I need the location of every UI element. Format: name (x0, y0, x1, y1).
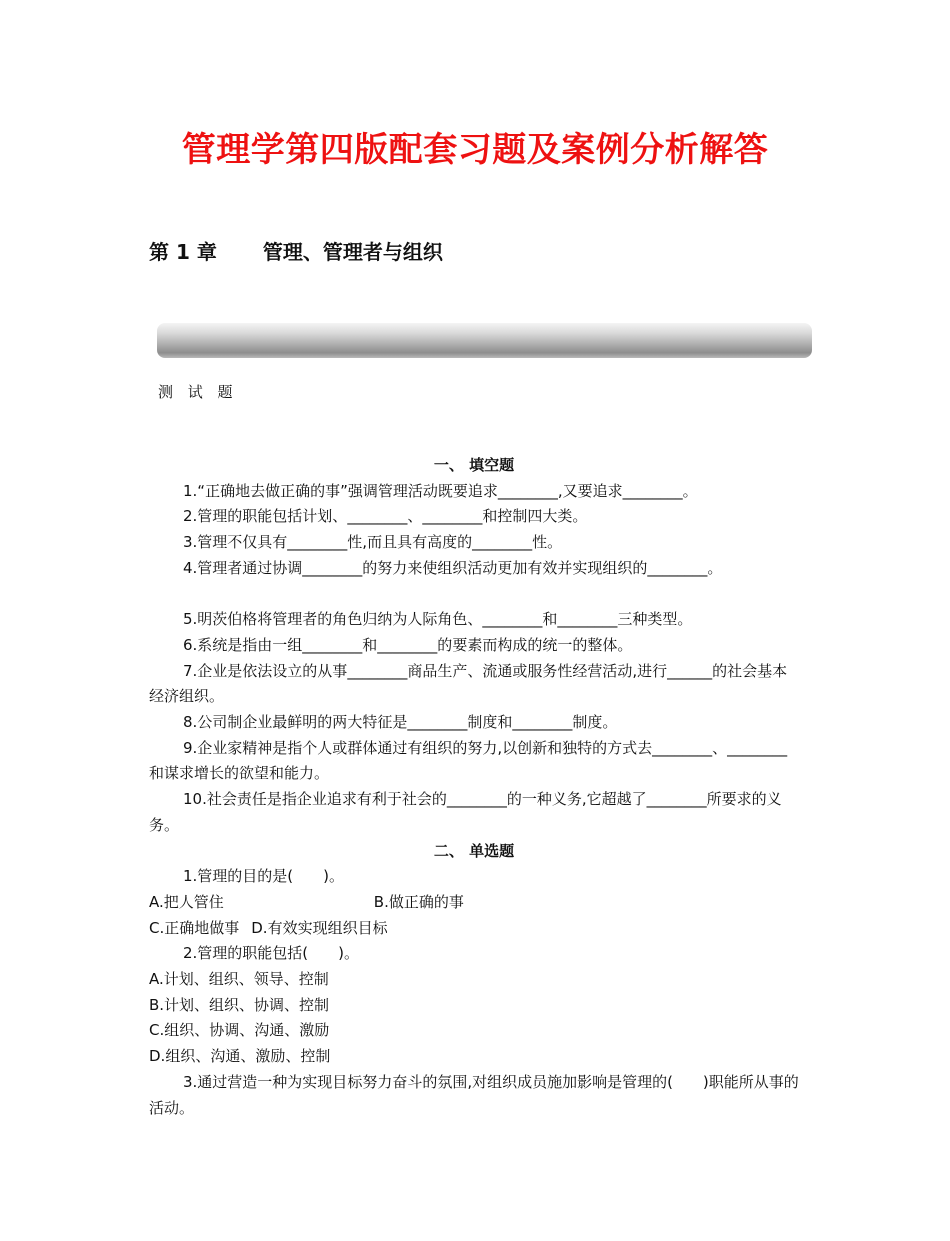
blank-line (149, 582, 799, 608)
option-b: B.计划、组织、协调、控制 (149, 995, 330, 1014)
fill-blank-question-3: 3.管理不仅具有________性,而且具有高度的________性。 (183, 533, 563, 552)
option-d: D.有效实现组织目标 (251, 918, 388, 937)
choice-question-2-stem: 2.管理的职能包括( )。 (183, 944, 360, 963)
option-a: A.把人管住 (149, 892, 224, 911)
option-d: D.组织、沟通、激励、控制 (149, 1047, 331, 1066)
option-c: C.正确地做事 (149, 918, 240, 937)
document-body (149, 453, 799, 1121)
fill-blank-question-4: 4.管理者通过协调________的努力来使组织活动更加有效并实现组织的________。 (183, 558, 723, 577)
choice-question-1-options-cd (149, 916, 799, 942)
decorative-gradient-bar (157, 323, 812, 358)
fill-blank-question-7: 7.企业是依法设立的从事________商品生产、流通或服务性经营活动,进行______的社会基本经济组织。 (149, 661, 788, 706)
fill-blank-question-9: 9.企业家精神是指个人或群体通过有组织的努力,以创新和独特的方式去________、________和谋求增长的欲望和能力。 (149, 738, 788, 783)
option-c: C.组织、协调、沟通、激励 (149, 1021, 330, 1040)
option-a: A.计划、组织、领导、控制 (149, 970, 329, 989)
fill-blank-question-2: 2.管理的职能包括计划、________、________和控制四大类。 (183, 507, 588, 526)
choice-question-1-stem: 1.管理的目的是( )。 (183, 867, 345, 886)
choice-question-3-stem: 3.通过营造一种为实现目标努力奋斗的氛围,对组织成员施加影响是管理的( )职能所从事的活动。 (149, 1072, 799, 1117)
document-title: 管理学第四版配套习题及案例分析解答 (181, 130, 769, 170)
fill-blank-question-1: 1.“正确地去做正确的事”强调管理活动既要追求________,又要追求________。 (183, 481, 698, 500)
chapter-number: 第 1 章 (149, 240, 217, 264)
choice-question-1-options-ab (149, 890, 799, 916)
option-b: B.做正确的事 (373, 892, 464, 911)
section-heading-fill-blank: 一、 填空题 (433, 456, 515, 474)
section-heading-single-choice: 二、 单选题 (433, 841, 515, 860)
fill-blank-question-8: 8.公司制企业最鲜明的两大特征是________制度和________制度。 (183, 713, 618, 732)
test-section-label: 测 试 题 (158, 383, 238, 401)
chapter-heading (149, 236, 443, 265)
chapter-name: 管理、管理者与组织 (262, 240, 443, 264)
fill-blank-question-6: 6.系统是指由一组________和________的要素而构成的统一的整体。 (183, 635, 633, 654)
fill-blank-question-10: 10.社会责任是指企业追求有利于社会的________的一种义务,它超越了________所要求的义务。 (149, 790, 782, 834)
fill-blank-question-5: 5.明茨伯格将管理者的角色归纳为人际角色、________和________三种类型。 (183, 610, 693, 629)
